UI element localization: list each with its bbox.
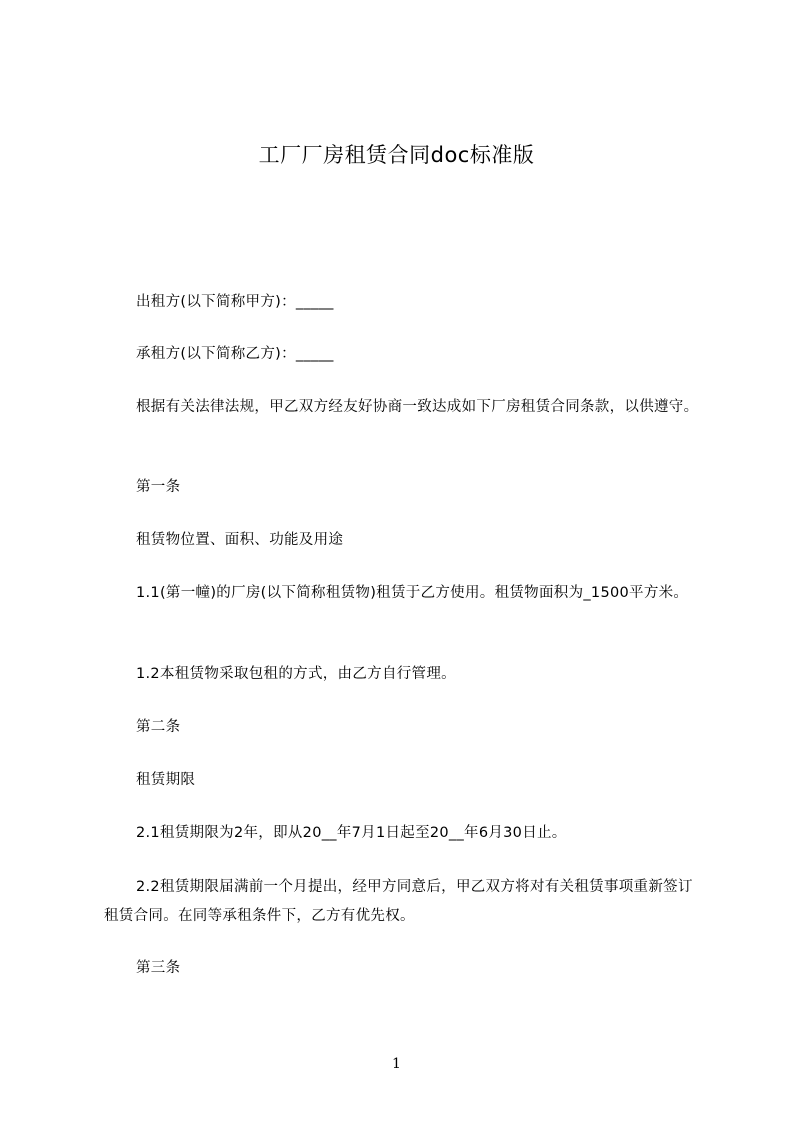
lessee-line: 承租方(以下简称乙方)：_____ xyxy=(136,346,334,362)
article-2-heading: 第二条 xyxy=(136,719,181,735)
clause-1-2: 1.2本租赁物采取包租的方式，由乙方自行管理。 xyxy=(136,666,456,682)
article-1-heading: 第一条 xyxy=(136,479,181,495)
article-1-subheading: 租赁物位置、面积、功能及用途 xyxy=(136,532,344,548)
article-3-heading: 第三条 xyxy=(136,960,181,976)
document-title: 工厂厂房租赁合同doc标准版 xyxy=(258,143,535,167)
page-number: 1 xyxy=(392,1056,401,1072)
article-2-subheading: 租赁期限 xyxy=(136,772,196,788)
clause-1-1: 1.1(第一幢)的厂房(以下简称租赁物)租赁于乙方使用。租赁物面积为_1500平方米。 xyxy=(136,585,689,601)
clause-2-1: 2.1租赁期限为2年，即从20__年7月1日起至20__年6月30日止。 xyxy=(136,825,567,841)
clause-2-2: 2.2租赁期限届满前一个月提出，经甲方同意后，甲乙双方将对有关租赁事项重新签订租赁合同。在同等承租条件下，乙方有优先权。 xyxy=(104,879,693,924)
lessor-line: 出租方(以下简称甲方)：_____ xyxy=(136,294,334,310)
preamble-paragraph: 根据有关法律法规，甲乙双方经友好协商一致达成如下厂房租赁合同条款，以供遵守。 xyxy=(136,399,699,415)
